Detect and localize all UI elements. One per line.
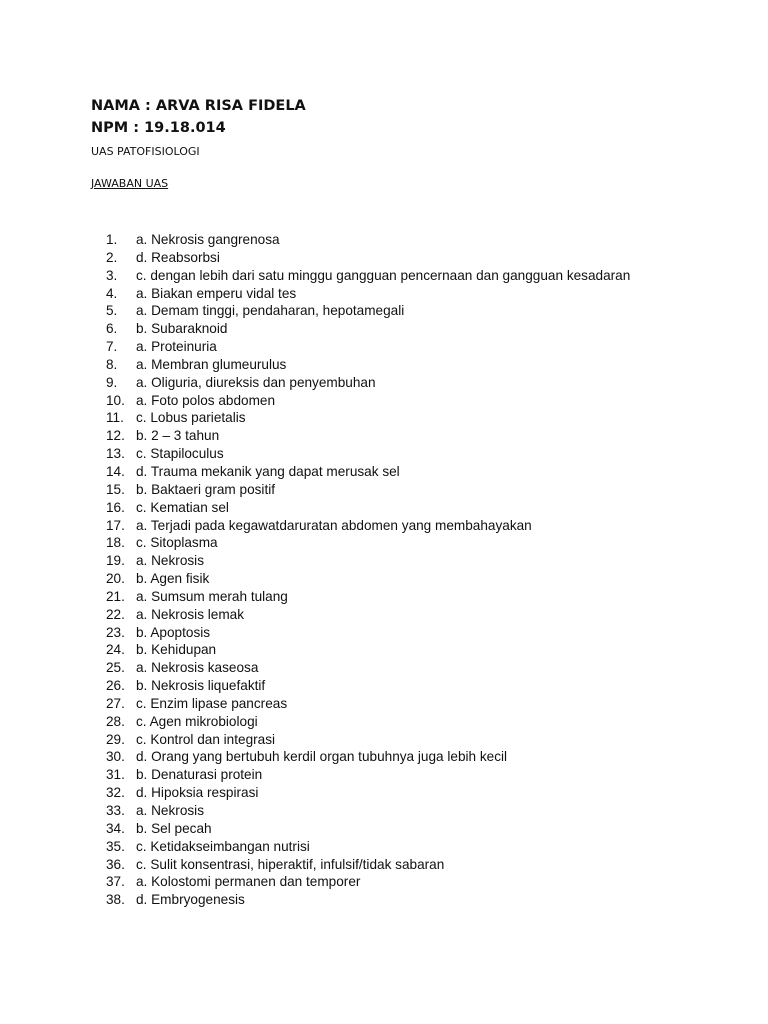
answer-item xyxy=(106,624,678,642)
answer-text: a. Nekrosis lemak xyxy=(136,606,245,622)
answer-number: 27. xyxy=(106,695,125,711)
answer-number: 19. xyxy=(106,553,125,569)
answer-item xyxy=(106,499,678,517)
answer-text: a. Foto polos abdomen xyxy=(136,392,276,408)
answer-item xyxy=(106,481,678,499)
answer-number: 20. xyxy=(106,571,125,587)
answer-item xyxy=(106,748,678,766)
answer-text: b. Sel pecah xyxy=(136,820,212,836)
answer-number: 11. xyxy=(106,410,124,426)
answer-number: 32. xyxy=(106,785,125,801)
answer-number: 7. xyxy=(106,339,118,355)
answer-number: 1. xyxy=(106,232,118,247)
answer-number: 16. xyxy=(106,499,125,515)
answer-item xyxy=(106,445,678,463)
answer-text: d. Reabsorbsi xyxy=(136,249,220,265)
answer-number: 12. xyxy=(106,428,125,444)
answer-number: 3. xyxy=(106,267,118,283)
answer-text: c. Ketidakseimbangan nutrisi xyxy=(136,838,310,854)
answer-text: c. Sulit konsentrasi, hiperaktif, infulsif/tidak sabaran xyxy=(136,856,445,872)
answer-number: 14. xyxy=(106,463,125,479)
answer-text: a. Biakan emperu vidal tes xyxy=(136,285,297,301)
answer-item xyxy=(106,267,678,285)
answer-item xyxy=(106,231,678,249)
answer-item xyxy=(106,374,678,392)
student-npm: NPM : 19.18.014 xyxy=(91,120,226,136)
answer-item xyxy=(106,517,678,535)
answer-number: 18. xyxy=(106,535,125,551)
answer-number: 22. xyxy=(106,606,125,622)
exam-subject: UAS PATOFISIOLOGI xyxy=(91,145,200,158)
answer-text: a. Proteinuria xyxy=(136,339,217,355)
answer-item xyxy=(106,409,678,427)
answer-text: c. Lobus parietalis xyxy=(136,410,246,426)
answer-number: 24. xyxy=(106,642,125,658)
answer-number: 30. xyxy=(106,749,125,765)
answer-text: b. Subaraknoid xyxy=(136,321,228,337)
answer-item xyxy=(106,856,678,874)
answer-text: a. Nekrosis xyxy=(136,553,204,569)
answer-item xyxy=(106,570,678,588)
answer-number: 38. xyxy=(106,892,125,908)
answer-item xyxy=(106,838,678,856)
answer-item xyxy=(106,427,678,445)
answer-text: a. Nekrosis gangrenosa xyxy=(136,232,280,247)
answer-item xyxy=(106,534,678,552)
answer-item xyxy=(106,285,678,303)
student-header xyxy=(91,95,306,161)
answer-number: 10. xyxy=(106,392,125,408)
answer-text: a. Membran glumeurulus xyxy=(136,356,287,372)
answer-item xyxy=(106,552,678,570)
answer-number: 31. xyxy=(106,767,125,783)
answer-number: 34. xyxy=(106,820,125,836)
answer-text: b. Denaturasi protein xyxy=(136,767,263,783)
answer-text: a. Kolostomi permanen dan temporer xyxy=(136,874,361,890)
answer-number: 23. xyxy=(106,624,125,640)
answers-title: JAWABAN UAS xyxy=(91,177,169,190)
answer-item xyxy=(106,766,678,784)
answer-text: b. Nekrosis liquefaktif xyxy=(136,678,266,694)
answer-text: b. Agen fisik xyxy=(136,571,210,587)
answer-item xyxy=(106,677,678,695)
answer-number: 8. xyxy=(106,356,118,372)
answer-text: a. Nekrosis kaseosa xyxy=(136,660,259,676)
answer-number: 21. xyxy=(106,588,125,604)
answer-text: d. Hipoksia respirasi xyxy=(136,785,259,801)
answer-text: b. Apoptosis xyxy=(136,624,211,640)
answer-item xyxy=(106,695,678,713)
answer-item xyxy=(106,338,678,356)
answer-item xyxy=(106,820,678,838)
answer-number: 9. xyxy=(106,374,118,390)
answer-number: 5. xyxy=(106,303,118,319)
answer-text: a. Sumsum merah tulang xyxy=(136,588,288,604)
answer-item xyxy=(106,249,678,267)
answer-text: c. Enzim lipase pancreas xyxy=(136,695,288,711)
answer-item xyxy=(106,891,678,909)
answer-text: a. Oliguria, diureksis dan penyembuhan xyxy=(136,374,376,390)
answer-number: 4. xyxy=(106,285,118,301)
answer-text: a. Demam tinggi, pendaharan, hepotamegali xyxy=(136,303,405,319)
answer-number: 2. xyxy=(106,249,118,265)
answer-number: 29. xyxy=(106,731,125,747)
answer-text: b. 2 – 3 tahun xyxy=(136,428,220,444)
answer-text: c. Kontrol dan integrasi xyxy=(136,731,276,747)
answer-item xyxy=(106,392,678,410)
answer-text: d. Embryogenesis xyxy=(136,892,245,908)
answer-text: c. Kematian sel xyxy=(136,499,229,515)
answer-text: c. Stapiloculus xyxy=(136,446,224,462)
answer-number: 25. xyxy=(106,660,125,676)
answer-item xyxy=(106,356,678,374)
answer-text: b. Kehidupan xyxy=(136,642,217,658)
answer-text: a. Terjadi pada kegawatdaruratan abdomen yang membahayakan xyxy=(136,517,532,533)
answer-text: a. Nekrosis xyxy=(136,803,204,818)
answer-item xyxy=(106,588,678,606)
answer-number: 6. xyxy=(106,321,118,337)
answer-item xyxy=(106,463,678,481)
answer-number: 37. xyxy=(106,874,125,890)
answer-item xyxy=(106,802,678,820)
answer-item xyxy=(106,320,678,338)
answer-number: 35. xyxy=(106,838,125,854)
answer-text: b. Baktaeri gram positif xyxy=(136,481,276,497)
student-name: NAMA : ARVA RISA FIDELA xyxy=(91,98,306,114)
answer-text: d. Orang yang bertubuh kerdil organ tubuhnya juga lebih kecil xyxy=(136,749,508,765)
answer-number: 33. xyxy=(106,803,125,818)
answer-item xyxy=(106,302,678,320)
answer-item xyxy=(106,641,678,659)
answer-text: c. Agen mikrobiologi xyxy=(136,713,258,729)
answer-number: 17. xyxy=(106,517,125,533)
answer-number: 36. xyxy=(106,856,125,872)
answer-number: 26. xyxy=(106,678,125,694)
answer-item xyxy=(106,606,678,624)
answer-item xyxy=(106,713,678,731)
answer-text: c. Sitoplasma xyxy=(136,535,218,551)
answer-item xyxy=(106,873,678,891)
answer-list xyxy=(106,231,678,909)
answer-text: d. Trauma mekanik yang dapat merusak sel xyxy=(136,463,400,479)
answer-number: 13. xyxy=(106,446,125,462)
answer-number: 15. xyxy=(106,481,125,497)
answer-item xyxy=(106,659,678,677)
answer-number: 28. xyxy=(106,713,125,729)
answer-item xyxy=(106,731,678,749)
answer-text: c. dengan lebih dari satu minggu gangguan pencernaan dan gangguan kesadaran xyxy=(136,267,631,283)
answer-item xyxy=(106,784,678,802)
